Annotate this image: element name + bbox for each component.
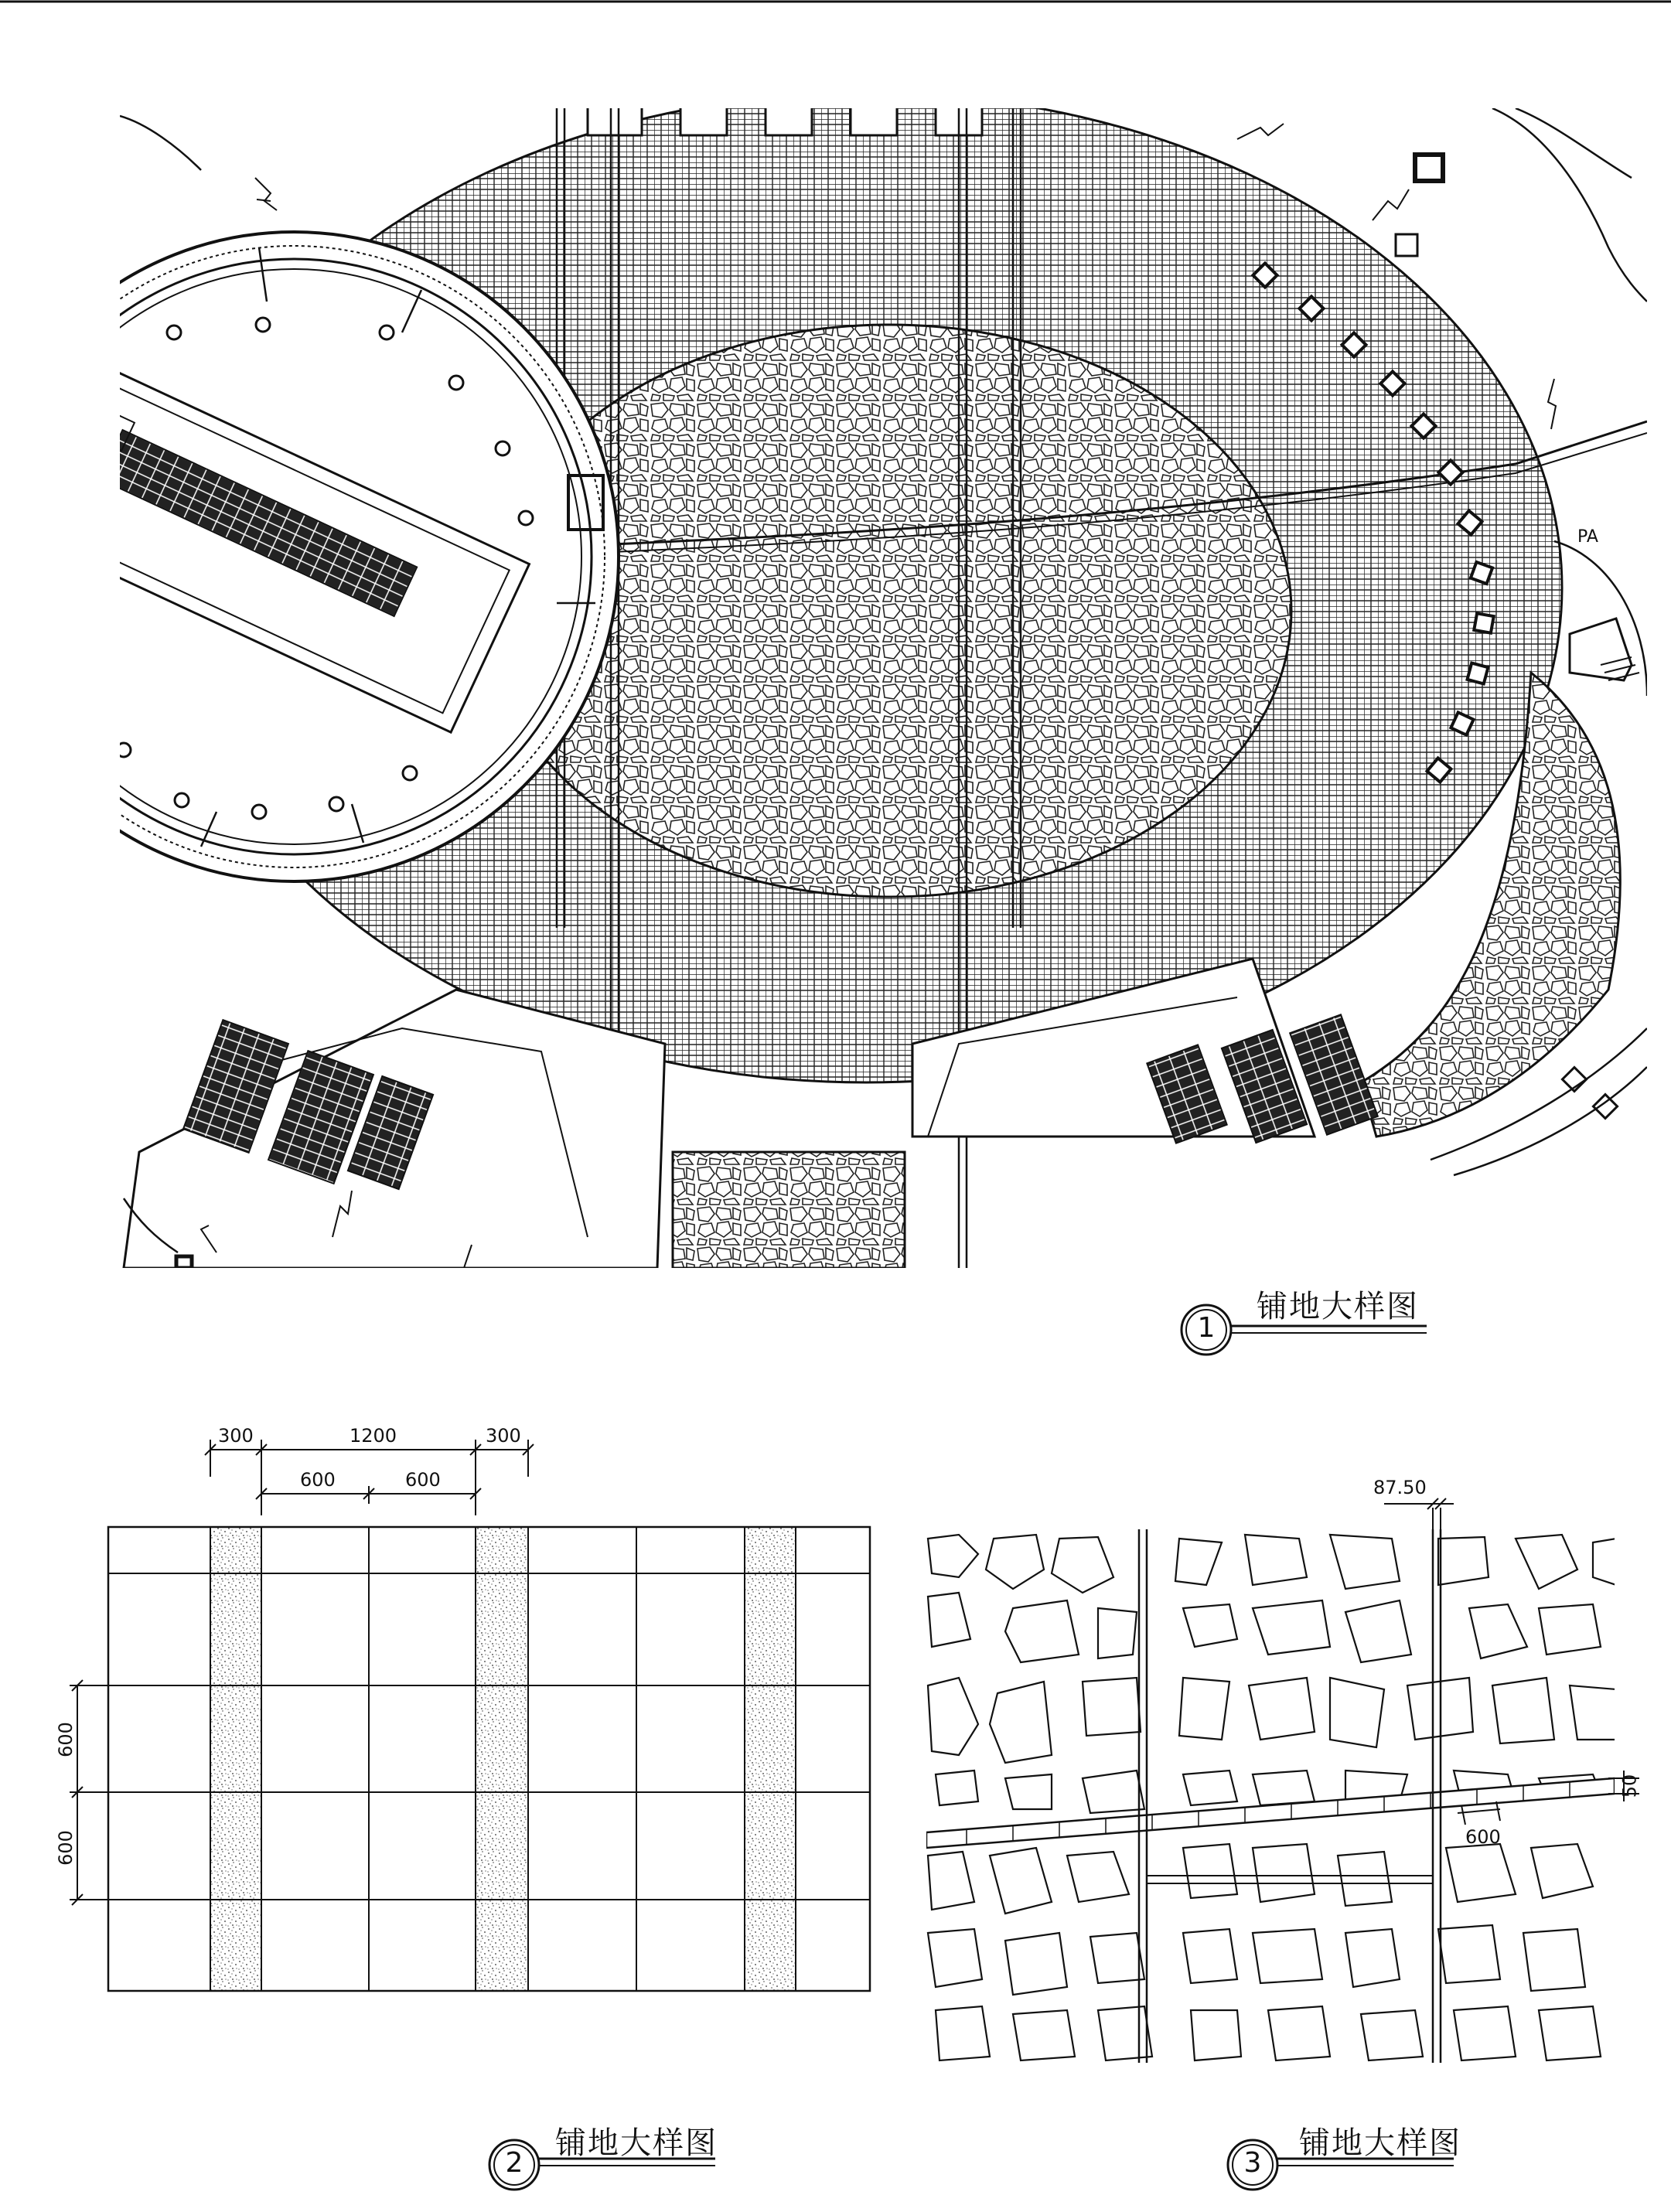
drawing-1-number: 1 [1197,1312,1216,1344]
drawing-2-title: 铺地大样图 [555,2125,718,2161]
grid-paving-detail [70,1440,870,1991]
stone-strip-3 [745,1527,796,1991]
dim-left-600-top: 600 [54,1722,77,1757]
site-label-pa: PA [1577,527,1598,547]
dim-600-inner: 600 [1465,1826,1501,1848]
dim-top-300-left: 300 [218,1425,254,1447]
dim-87-50: 87.50 [1373,1477,1427,1498]
dim-top-300-right: 300 [486,1425,521,1447]
dim-sub-600-left: 600 [300,1469,336,1491]
dim-left-600-bottom: 600 [54,1830,77,1866]
dim-sub-600-right: 600 [405,1469,441,1491]
drawing-3-title: 铺地大样图 [1299,2125,1461,2161]
dim-50: 50 [1618,1774,1641,1798]
site-plan [0,93,1647,1268]
drawing-2-number: 2 [505,2147,523,2179]
stone-strip-2 [476,1527,528,1991]
drawing-1-title: 铺地大样图 [1257,1289,1419,1324]
stone-strip-1 [210,1527,261,1991]
drawing-3-number: 3 [1243,2147,1262,2179]
dim-top-1200: 1200 [350,1425,397,1447]
entrance-stone-strip [673,1152,905,1268]
stone-paving-detail [926,1498,1639,2063]
